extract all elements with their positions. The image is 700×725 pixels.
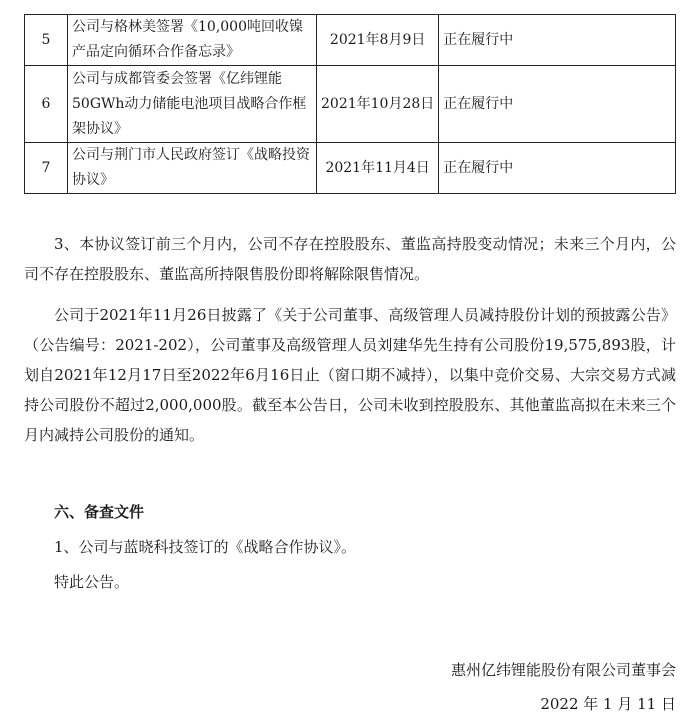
table-row [25, 66, 676, 143]
signing-date: 2021年8月9日 [317, 15, 439, 66]
table-row [25, 15, 676, 66]
performance-status: 正在履行中 [439, 66, 676, 143]
table-row [25, 143, 676, 194]
signature-company: 惠州亿纬锂能股份有限公司董事会 [450, 661, 676, 679]
row-number: 7 [25, 143, 68, 194]
signing-date: 2021年10月28日 [317, 66, 439, 143]
performance-status: 正在履行中 [439, 143, 676, 194]
paragraph-shareholding-changes: 3、本协议签订前三个月内，公司不存在控股股东、董监高持股变动情况；未来三个月内，公司不存在控股股东、董监高所持限售股份即将解除限售情况。 [24, 235, 676, 283]
row-number: 5 [25, 15, 68, 66]
row-number: 6 [25, 66, 68, 143]
signing-date: 2021年11月4日 [317, 143, 439, 194]
performance-status: 正在履行中 [439, 15, 676, 66]
reference-document-item: 1、公司与蓝晓科技签订的《战略合作协议》。 [54, 538, 357, 556]
agreement-description: 公司与成都管委会签署《亿纬锂能50GWh动力储能电池项目战略合作框架协议》 [68, 66, 317, 143]
paragraph-reduction-plan: 公司于2021年11月26日披露了《关于公司董事、高级管理人员减持股份计划的预披露公告》（公告编号：2021-202），公司董事及高级管理人员刘建华先生持有公司股份19,575,893股，计划自2021年12月17日至2022年6月16日止（窗口期不减持），以集中竞价交易、大宗交易方式减持公司股份不超过2,000,000股。截至本公告日，公司未收到控股股东、其他董监高拟在未来三个月内减持公司股份的通知。 [24, 306, 676, 444]
signature-date: 2022 年 1 月 11 日 [540, 695, 676, 713]
agreement-description: 公司与格林美签署《10,000吨回收镍产品定向循环合作备忘录》 [68, 15, 317, 66]
agreements-table [24, 14, 676, 194]
agreement-description: 公司与荆门市人民政府签订《战略投资协议》 [68, 143, 317, 194]
closing-statement: 特此公告。 [54, 573, 130, 591]
section-heading: 六、备查文件 [54, 503, 145, 521]
